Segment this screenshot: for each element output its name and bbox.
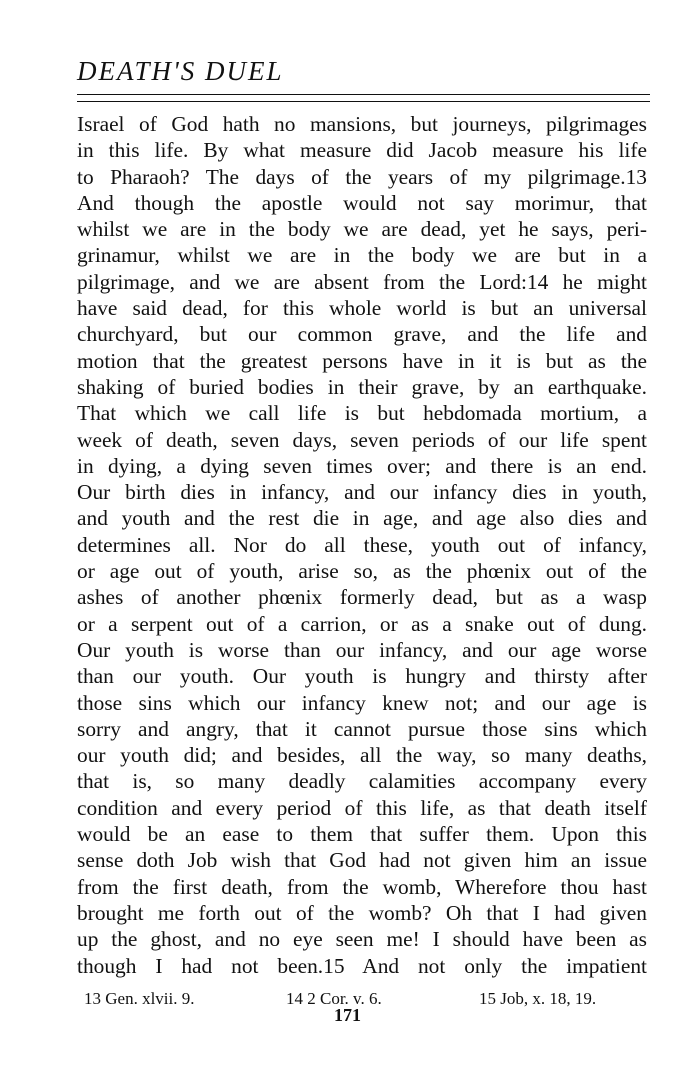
text-line: sorry and angry, that it cannot pursue those sins which <box>77 716 647 741</box>
text-line: sense doth Job wish that God had not given him an issue <box>77 848 647 873</box>
body-text <box>77 111 647 979</box>
footnote-15: 15 Job, x. 18, 19. <box>479 989 597 1008</box>
text-line: condition and every period of this life, as that death itself <box>77 795 647 820</box>
text-line: pilgrimage, and we are absent from the Lord:14 he might <box>77 269 647 294</box>
header-rule-top <box>77 94 650 95</box>
text-line: or age out of youth, arise so, as the phœnix out of the <box>77 559 647 584</box>
text-line: ashes of another phœnix formerly dead, but as a wasp <box>77 585 647 610</box>
text-line: brought me forth out of the womb? Oh that I had given <box>77 900 647 925</box>
text-line: that is, so many deadly calamities accompany every <box>77 769 647 794</box>
text-line: to Pharaoh? The days of the years of my pilgrimage.13 <box>77 164 647 189</box>
text-line: those sins which our infancy knew not; and our age is <box>77 690 647 715</box>
text-line: from the first death, from the womb, Wherefore thou hast <box>77 874 647 899</box>
text-line: churchyard, but our common grave, and the life and <box>77 322 647 347</box>
text-line: up the ghost, and no eye seen me! I should have been as <box>77 927 647 952</box>
text-line: And though the apostle would not say morimur, that <box>77 190 647 215</box>
header-rule-bottom <box>77 101 650 102</box>
text-line: determines all. Nor do all these, youth out of infancy, <box>77 532 647 557</box>
text-line: motion that the greatest persons have in it is but as the <box>77 348 647 373</box>
text-line: and youth and the rest die in age, and age also dies and <box>77 506 647 531</box>
page-number: 171 <box>334 1005 361 1025</box>
text-line: in dying, a dying seven times over; and there is an end. <box>77 453 647 478</box>
running-head: DEATH'S DUEL <box>77 56 284 86</box>
text-line: whilst we are in the body we are dead, yet he says, peri- <box>77 217 647 242</box>
footnote-14: 14 2 Cor. v. 6. <box>286 989 382 1008</box>
text-line: than our youth. Our youth is hungry and thirsty after <box>77 664 647 689</box>
footnote-13: 13 Gen. xlvii. 9. <box>84 989 195 1008</box>
text-line: week of death, seven days, seven periods of our life spent <box>77 427 647 452</box>
text-line: would be an ease to them that suffer them. Upon this <box>77 822 647 847</box>
text-line: Israel of God hath no mansions, but journeys, pilgrimages <box>77 112 647 136</box>
text-line: or a serpent out of a carrion, or as a snake out of dung. <box>77 611 647 636</box>
text-line: Our youth is worse than our infancy, and our age worse <box>77 637 647 662</box>
text-line: in this life. By what measure did Jacob measure his life <box>77 138 647 163</box>
text-line: That which we call life is but hebdomada mortium, a <box>77 401 647 426</box>
text-line: our youth did; and besides, all the way, so many deaths, <box>77 743 647 768</box>
text-line: have said dead, for this whole world is but an universal <box>77 296 647 321</box>
text-line: though I had not been.15 And not only the impatient <box>77 953 647 978</box>
text-line: shaking of buried bodies in their grave, by an earthquake. <box>77 374 647 399</box>
text-line: grinamur, whilst we are in the body we are but in a <box>77 243 647 268</box>
text-line: Our birth dies in infancy, and our infancy dies in youth, <box>77 480 647 505</box>
